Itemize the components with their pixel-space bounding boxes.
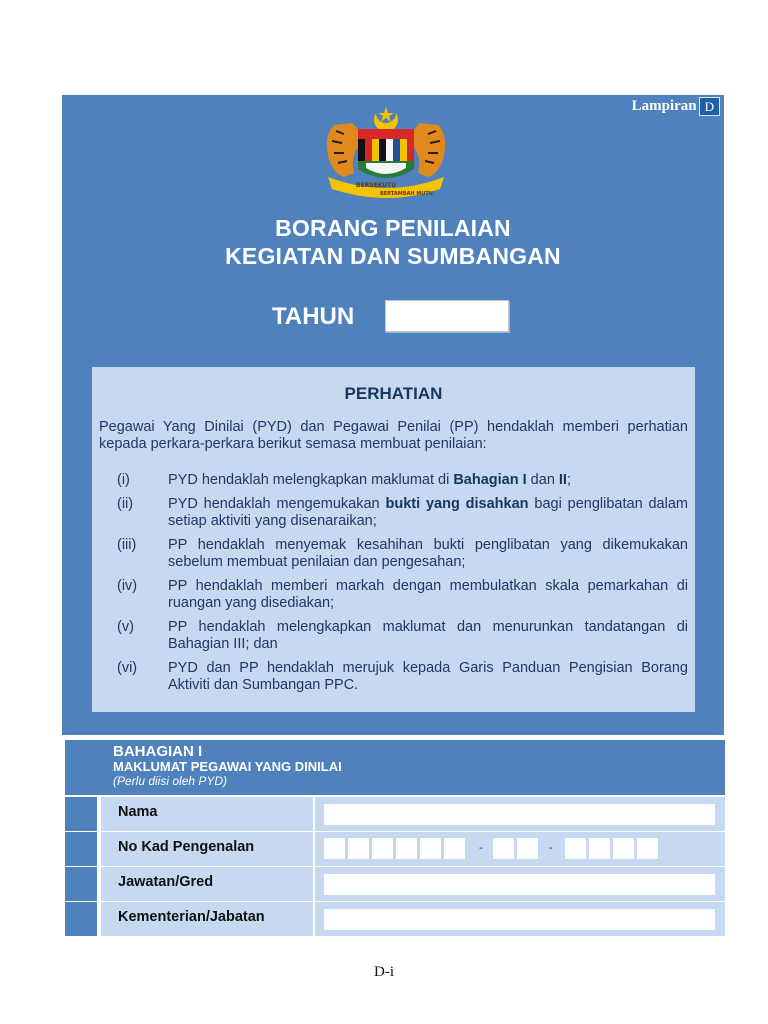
ic-digit-box[interactable] <box>565 838 586 859</box>
item-number: (v) <box>117 619 134 635</box>
field-row-nama <box>65 797 725 831</box>
page-number: D-i <box>374 964 394 980</box>
form-title-line1: BORANG PENILAIAN <box>275 215 511 241</box>
notice-item <box>117 619 688 653</box>
ic-digit-box[interactable] <box>324 838 345 859</box>
ic-digit-box[interactable] <box>420 838 441 859</box>
cover-panel <box>62 95 724 735</box>
ic-digit-box[interactable] <box>493 838 514 859</box>
item-text: PYD hendaklah melengkapkan maklumat di Bahagian I dan II; <box>168 472 571 488</box>
item-number: (iii) <box>117 537 137 553</box>
appendix-tag <box>632 97 720 116</box>
notice-box <box>92 367 695 712</box>
notice-item <box>117 472 688 489</box>
year-input[interactable] <box>385 300 509 332</box>
field-row-jawatan <box>65 867 725 901</box>
notice-item <box>117 660 688 694</box>
item-text: PP hendaklah melengkapkan maklumat dan menurunkan tandatangan di Bahagian III; dan <box>168 619 688 652</box>
appendix-label: Lampiran <box>631 98 697 114</box>
appendix-letter: D <box>699 97 720 116</box>
item-text: PP hendaklah menyemak kesahihan bukti penglibatan yang dikemukakan sebelum membuat penilaian dan pengesahan; <box>168 537 688 570</box>
field-row-kementerian <box>65 902 725 936</box>
field-label: Kementerian/Jabatan <box>118 909 265 925</box>
notice-item <box>117 496 688 530</box>
notice-intro: Pegawai Yang Dinilai (PYD) dan Pegawai Penilai (PP) hendaklah memberi perhatian kepada perkara-perkara berikut semasa membuat penilaian: <box>99 419 688 452</box>
year-label: TAHUN <box>272 303 355 330</box>
field-row-ic <box>65 832 725 866</box>
item-number: (i) <box>117 472 130 488</box>
ic-digit-box[interactable] <box>613 838 634 859</box>
section-1-note: (Perlu diisi oleh PYD) <box>113 774 228 788</box>
item-text: PYD hendaklah mengemukakan bukti yang disahkan bagi penglibatan dalam setiap aktiviti yang disenaraikan; <box>168 496 688 529</box>
coat-of-arms-emblem <box>316 105 456 205</box>
crest-motto-left: BERSEKUTU <box>356 182 397 189</box>
section-1 <box>65 740 725 940</box>
crest-motto-right: BERTAMBAH MUTU <box>380 191 433 197</box>
field-label: Nama <box>118 804 158 820</box>
ic-digit-box[interactable] <box>348 838 369 859</box>
ic-digit-box[interactable] <box>589 838 610 859</box>
notice-item <box>117 578 688 612</box>
ic-digit-box[interactable] <box>637 838 658 859</box>
section-1-header <box>65 740 725 795</box>
section-1-subheading: MAKLUMAT PEGAWAI YANG DINILAI <box>113 759 342 774</box>
ic-separator: - <box>549 842 553 854</box>
jawatan-input[interactable] <box>324 874 715 895</box>
ic-digit-box[interactable] <box>372 838 393 859</box>
item-text: PP hendaklah memberi markah dengan membulatkan skala pemarkahan di ruangan yang disediakan; <box>168 578 688 611</box>
notice-item <box>117 537 688 571</box>
item-number: (ii) <box>117 496 134 512</box>
kementerian-input[interactable] <box>324 909 715 930</box>
notice-title: PERHATIAN <box>344 384 443 403</box>
ic-digit-box[interactable] <box>517 838 538 859</box>
ic-digit-box[interactable] <box>444 838 465 859</box>
ic-digit-box[interactable] <box>396 838 417 859</box>
ic-separator: - <box>479 842 483 854</box>
form-title-line2: KEGIATAN DAN SUMBANGAN <box>225 243 561 269</box>
field-label: No Kad Pengenalan <box>118 839 255 855</box>
field-label: Jawatan/Gred <box>118 874 214 890</box>
item-text: PYD dan PP hendaklah merujuk kepada Garis Panduan Pengisian Borang Aktiviti dan Sumbangan PPC. <box>168 660 688 693</box>
nama-input[interactable] <box>324 804 715 825</box>
ic-number-input[interactable] <box>315 832 725 866</box>
item-number: (vi) <box>117 660 138 676</box>
section-1-heading: BAHAGIAN I <box>113 743 203 760</box>
item-number: (iv) <box>117 578 138 594</box>
